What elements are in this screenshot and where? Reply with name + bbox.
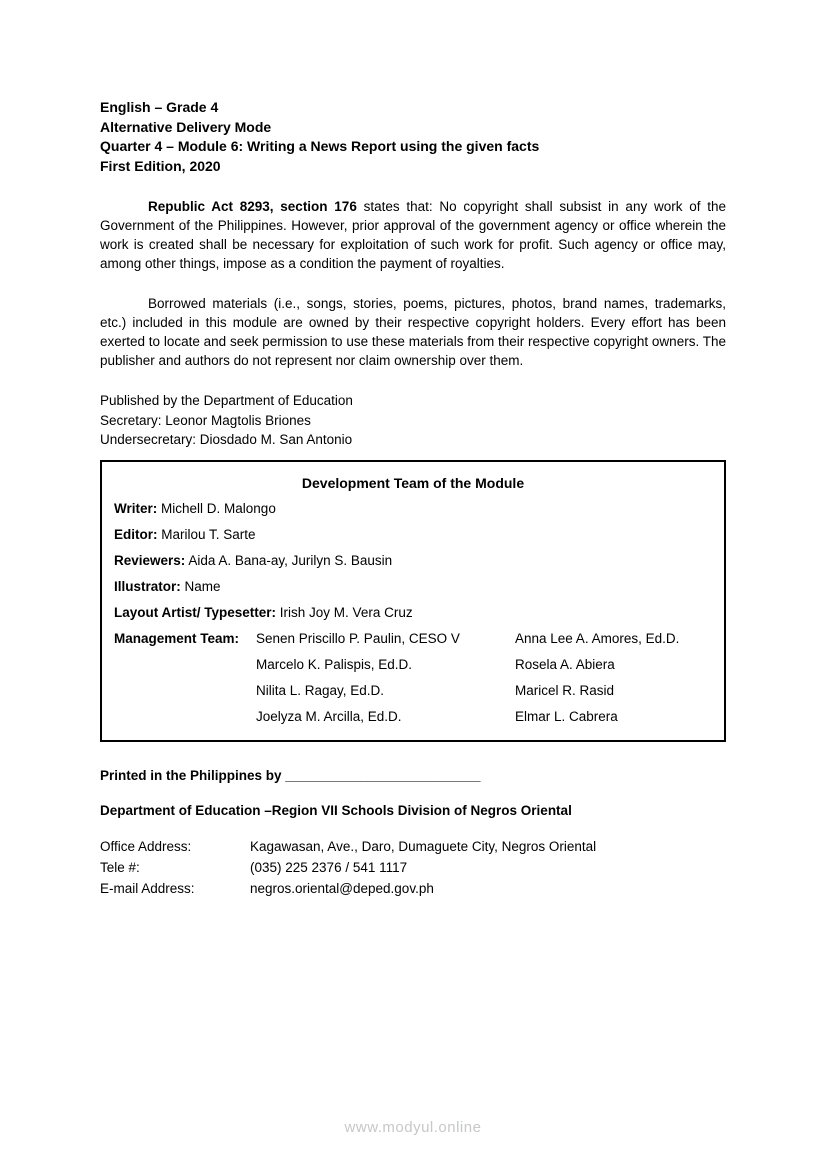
management-member: Maricel R. Rasid xyxy=(515,682,615,698)
development-team-box xyxy=(100,460,726,742)
header-line-mode: Alternative Delivery Mode xyxy=(100,118,272,135)
footer-watermark: www.modyul.online xyxy=(344,1119,482,1136)
undersecretary-line: Undersecretary: Diosdado M. San Antonio xyxy=(100,432,353,447)
printed-label: Printed in the Philippines by xyxy=(100,767,286,783)
illustrator-label: Illustrator: xyxy=(114,578,181,594)
management-member: Rosela A. Abiera xyxy=(515,656,615,672)
management-member: Joelyza M. Arcilla, Ed.D. xyxy=(256,708,402,724)
office-address-value: Kagawasan, Ave., Daro, Dumaguete City, Negros Oriental xyxy=(250,838,597,854)
published-by-line: Published by the Department of Education xyxy=(100,393,353,408)
module-header xyxy=(100,98,726,176)
editor-label: Editor: xyxy=(114,526,158,542)
management-team-label: Management Team: xyxy=(114,630,240,646)
republic-act-text: states that: No copyright shall subsist in any work of the Government of the Philippines. However, prior approval of the government agency or office wherein the work is created shall be necessary for exploitation of such work for profit. Such agency or office may, among other things, impose as a condition the payment of royalties. xyxy=(100,199,726,271)
editor-row xyxy=(114,522,712,548)
reviewers-label: Reviewers: xyxy=(114,552,186,568)
management-member: Elmar L. Cabrera xyxy=(515,708,618,724)
management-member: Senen Priscillo P. Paulin, CESO V xyxy=(256,630,460,646)
reviewers-row xyxy=(114,548,712,574)
management-member: Anna Lee A. Amores, Ed.D. xyxy=(515,630,680,646)
management-grid-spacer xyxy=(114,652,256,678)
telephone-value: (035) 225 2376 / 541 1117 xyxy=(250,859,408,875)
publisher-block xyxy=(100,391,726,450)
editor-value: Marilou T. Sarte xyxy=(161,526,256,542)
page-content xyxy=(100,98,726,899)
secretary-line: Secretary: Leonor Magtolis Briones xyxy=(100,412,311,428)
printed-in-philippines-line xyxy=(100,766,726,785)
writer-row xyxy=(114,496,712,522)
dev-team-title: Development Team of the Module xyxy=(301,474,525,491)
borrowed-materials-paragraph: Borrowed materials (i.e., songs, stories, poems, pictures, photos, brand names, trademarks, etc.) included in this module are owned by their respective copyright holders. Every effort has been exerted to locate and seek permission to use these materials from their respective copyright owners. The publisher and authors do not represent nor claim ownership over them. xyxy=(100,296,726,368)
management-grid-spacer xyxy=(114,678,256,704)
printed-blank-line: __________________________ xyxy=(285,767,481,783)
header-line-edition: First Edition, 2020 xyxy=(100,157,221,174)
management-team-grid xyxy=(114,626,712,730)
telephone-label: Tele #: xyxy=(100,859,140,875)
reviewers-value: Aida A. Bana-ay, Jurilyn S. Bausin xyxy=(188,552,393,568)
email-value: negros.oriental@deped.gov.ph xyxy=(250,880,434,896)
illustrator-row xyxy=(114,574,712,600)
copyright-paragraph xyxy=(100,197,726,273)
email-label: E-mail Address: xyxy=(100,880,195,896)
office-address-label: Office Address: xyxy=(100,838,192,854)
contact-info-block xyxy=(100,836,726,899)
layout-artist-row xyxy=(114,600,712,626)
management-member: Nilita L. Ragay, Ed.D. xyxy=(256,682,385,698)
layout-artist-label: Layout Artist/ Typesetter: xyxy=(114,604,277,620)
management-grid-spacer xyxy=(114,704,256,730)
writer-label: Writer: xyxy=(114,500,158,516)
writer-value: Michell D. Malongo xyxy=(161,500,276,516)
management-member: Marcelo K. Palispis, Ed.D. xyxy=(256,656,413,672)
header-line-module-title: Quarter 4 – Module 6: Writing a News Report using the given facts xyxy=(100,138,540,154)
layout-artist-value: Irish Joy M. Vera Cruz xyxy=(279,604,413,620)
illustrator-value: Name xyxy=(184,578,221,594)
republic-act-bold: Republic Act 8293, section 176 xyxy=(148,199,357,214)
header-line-subject: English – Grade 4 xyxy=(100,99,219,115)
schools-division-line: Department of Education –Region VII Schools Division of Negros Oriental xyxy=(100,802,572,818)
